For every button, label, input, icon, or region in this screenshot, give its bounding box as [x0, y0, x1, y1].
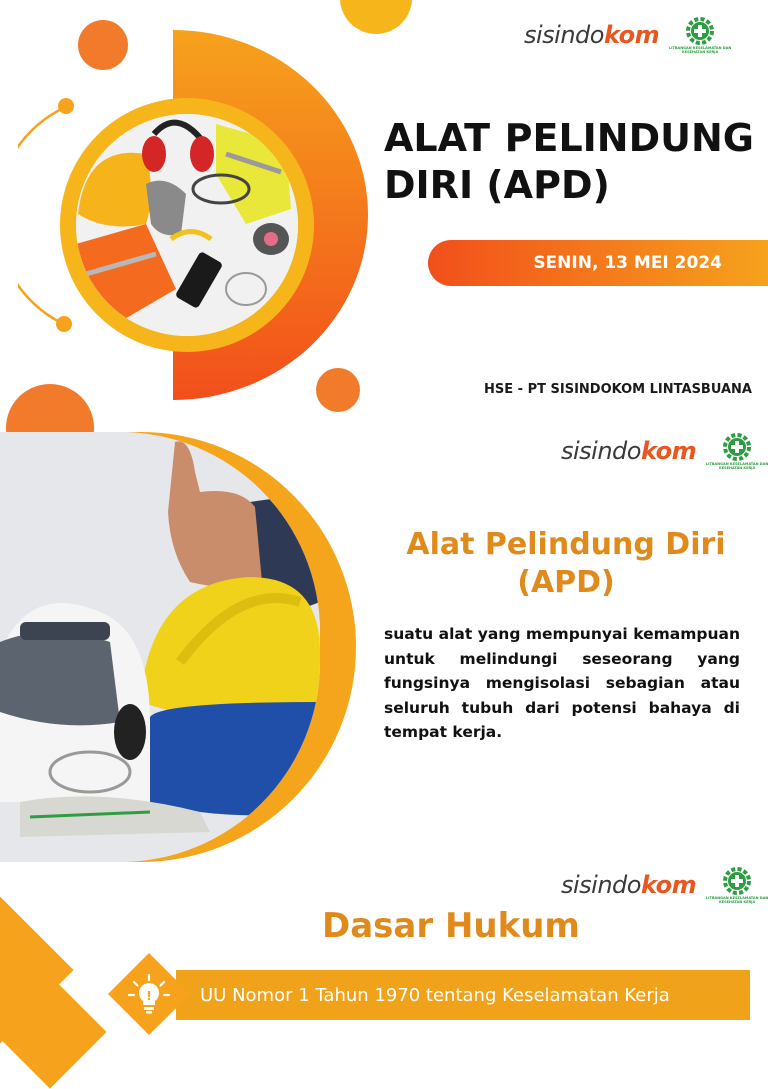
page-title-line2: DIRI (APD)	[384, 163, 610, 207]
definition-title-line1: Alat Pelindung Diri	[406, 527, 726, 562]
deco-circle-top	[340, 0, 412, 34]
ppe-image-circle	[76, 114, 298, 336]
legal-title: Dasar Hukum	[322, 906, 580, 946]
date-text: SENIN, 13 MEI 2024	[533, 253, 722, 273]
logo-wordmark-3: sisindokom	[561, 871, 697, 899]
deco-circle-orange	[78, 20, 128, 70]
k3-badge-2	[702, 432, 768, 470]
deco-circle-mid	[316, 368, 360, 412]
organizer-label: HSE - PT SISINDOKOM LINTASBUANA	[484, 382, 752, 397]
k3-badge-text-2: LITBANGAN KESELAMATAN DAN KESEHATAN KERJA	[705, 462, 768, 470]
date-banner	[428, 240, 768, 286]
logo-wordmark: sisindokom	[524, 21, 660, 49]
k3-badge	[665, 16, 735, 54]
legal-item-bar	[176, 970, 750, 1020]
definition-text: suatu alat yang mempunyai kemampuan untuk melindungi seseorang yang fungsinya mengisolasi sebagian atau seluruh tubuh dari potensi bahaya di tempat kerja.	[384, 625, 740, 741]
page-title-line1: ALAT PELINDUNG	[384, 116, 754, 160]
definition-title-line2: (APD)	[517, 565, 615, 600]
lightbulb-icon	[124, 969, 174, 1019]
k3-badge-3	[702, 866, 768, 904]
k3-cross-gear-icon	[722, 432, 752, 462]
k3-badge-text-3: LITBANGAN KESELAMATAN DAN KESEHATAN KERJA	[705, 896, 768, 904]
brand-logo	[524, 16, 735, 54]
legal-item-text: UU Nomor 1 Tahun 1970 tentang Keselamatan Kerja	[200, 984, 670, 1006]
svg-text:!: !	[146, 989, 152, 1003]
brand-logo-2	[561, 432, 768, 470]
logo-wordmark-2: sisindokom	[561, 437, 697, 465]
ppe-equipment-illustration	[76, 114, 298, 336]
k3-cross-gear-icon	[722, 866, 752, 896]
k3-badge-text: LITBANGAN KESELAMATAN DAN KESEHATAN KERJA	[668, 46, 732, 54]
brand-logo-3	[561, 866, 768, 904]
definition-title	[376, 526, 756, 602]
k3-cross-gear-icon	[685, 16, 715, 46]
